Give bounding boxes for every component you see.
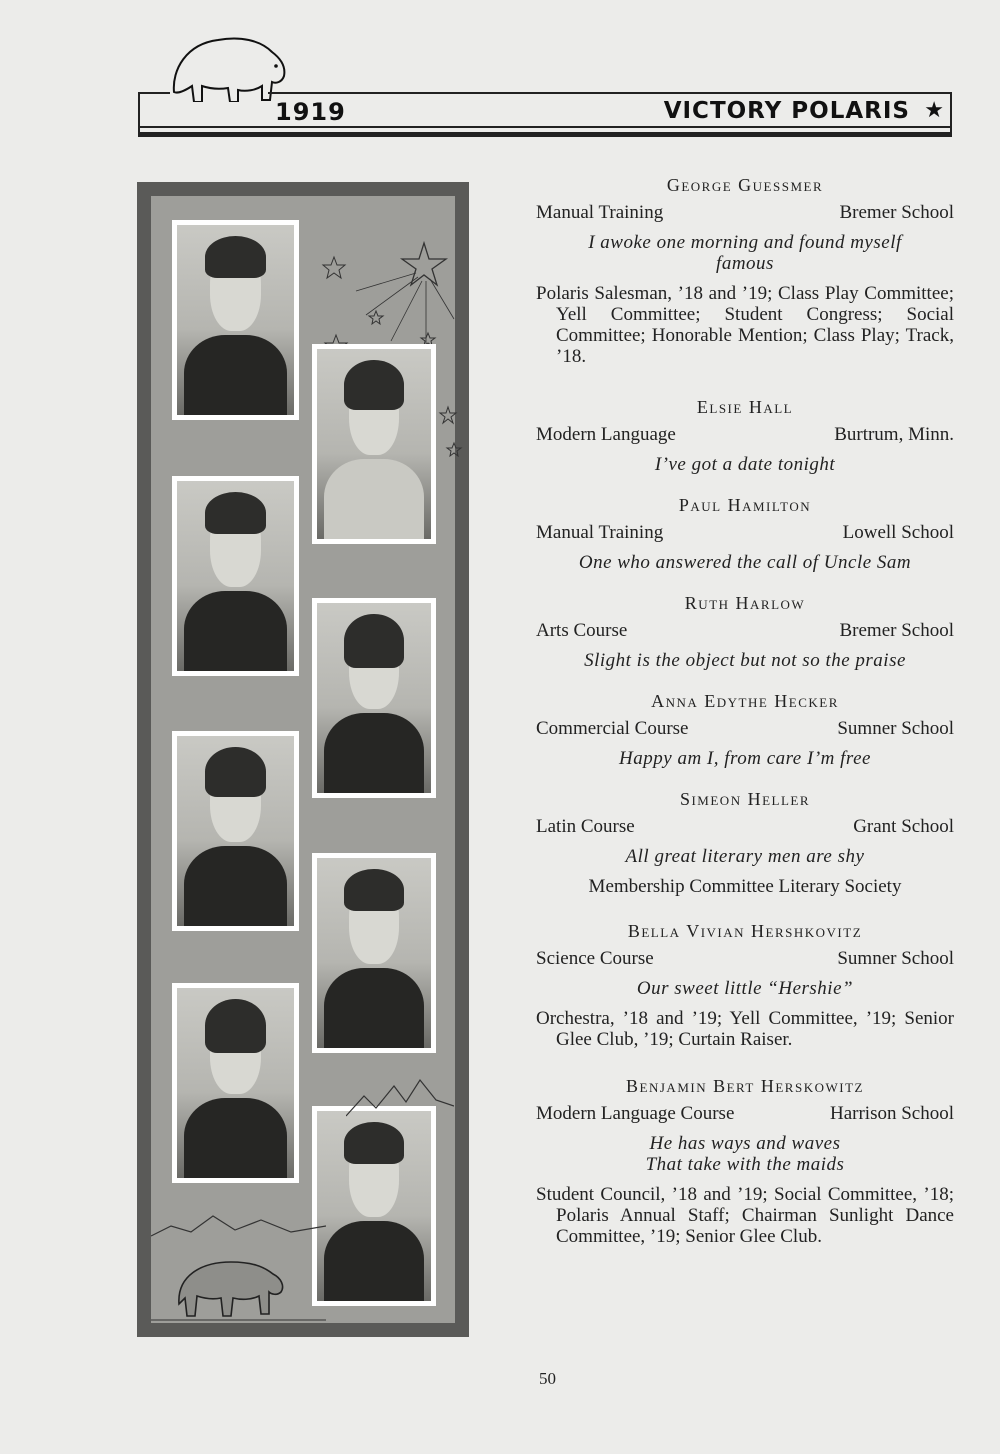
portrait-photo: [172, 983, 299, 1183]
motto: I awoke one morning and found myself famous: [588, 232, 902, 274]
mountains-decoration: [346, 1066, 454, 1146]
activities: Orchestra, ’18 and ’19; Yell Committee, ’19; Senior Glee Club, ’19; Curtain Raiser.: [536, 1008, 954, 1050]
student-name: Ruth Harlow: [684, 593, 806, 613]
student-name: Paul Hamilton: [678, 495, 812, 515]
entry: [536, 495, 954, 573]
page-number: 50: [539, 1369, 556, 1388]
school: Lowell School: [842, 522, 954, 543]
course: Modern Language: [536, 424, 676, 445]
course: Manual Training: [536, 202, 664, 223]
entry: [536, 691, 954, 769]
motto: Happy am I, from care I’m free: [619, 748, 871, 769]
portrait-photo: [172, 731, 299, 931]
school: Bremer School: [839, 620, 954, 641]
student-name: Anna Edythe Hecker: [651, 691, 839, 711]
activities: Polaris Salesman, ’18 and ’19; Class Play Committee; Yell Committee; Student Congress; Social Committee; Honorable Mention; Class Play; Track, ’18.: [536, 283, 954, 367]
course: Latin Course: [536, 816, 635, 837]
portrait-photo: [172, 220, 299, 420]
motto: He has ways and waves That take with the maids: [645, 1133, 845, 1175]
school: Sumner School: [837, 718, 954, 739]
page-header: [138, 30, 952, 140]
motto: Our sweet little “Hershie”: [636, 978, 854, 999]
school: Sumner School: [837, 948, 954, 969]
school: Bremer School: [839, 202, 954, 223]
student-name: Benjamin Bert Herskowitz: [626, 1076, 864, 1096]
motto: Slight is the object but not so the praise: [584, 650, 906, 671]
portrait-panel: [137, 182, 469, 1337]
student-name: Elsie Hall: [696, 397, 794, 417]
motto: One who answered the call of Uncle Sam: [578, 552, 912, 573]
header-year: 1919: [275, 98, 346, 126]
activities: Membership Committee Literary Society: [588, 876, 902, 897]
school: Grant School: [853, 816, 954, 837]
portrait-photo: [312, 598, 436, 798]
school: Harrison School: [829, 1103, 954, 1124]
polar-bear-icon: [151, 1196, 326, 1336]
entry: [536, 397, 954, 475]
entry: [536, 789, 954, 897]
portrait-photo: [312, 344, 436, 544]
entry: [536, 921, 954, 1050]
course: Arts Course: [536, 620, 628, 641]
entry: [536, 593, 954, 671]
motto: All great literary men are shy: [625, 846, 865, 867]
senior-entries: [536, 175, 954, 1247]
course: Modern Language Course: [536, 1103, 735, 1124]
entry: [536, 1076, 954, 1247]
course: Manual Training: [536, 522, 664, 543]
course: Commercial Course: [536, 718, 689, 739]
header-star-icon: ★: [924, 98, 944, 123]
activities: Student Council, ’18 and ’19; Social Committee, ’18; Polaris Annual Staff; Chairman Sunlight Dance Committee, ’19; Senior Glee Club.: [536, 1184, 954, 1247]
motto: I’ve got a date tonight: [654, 454, 836, 475]
student-name: Simeon Heller: [679, 789, 811, 809]
portrait-photo: [172, 476, 299, 676]
entry: [536, 175, 954, 367]
student-name: George Guessmer: [666, 175, 824, 195]
course: Science Course: [536, 948, 654, 969]
header-title: VICTORY POLARIS: [663, 98, 910, 124]
portrait-photo: [312, 853, 436, 1053]
school: Burtrum, Minn.: [834, 424, 954, 445]
student-name: Bella Vivian Hershkovitz: [627, 921, 863, 941]
